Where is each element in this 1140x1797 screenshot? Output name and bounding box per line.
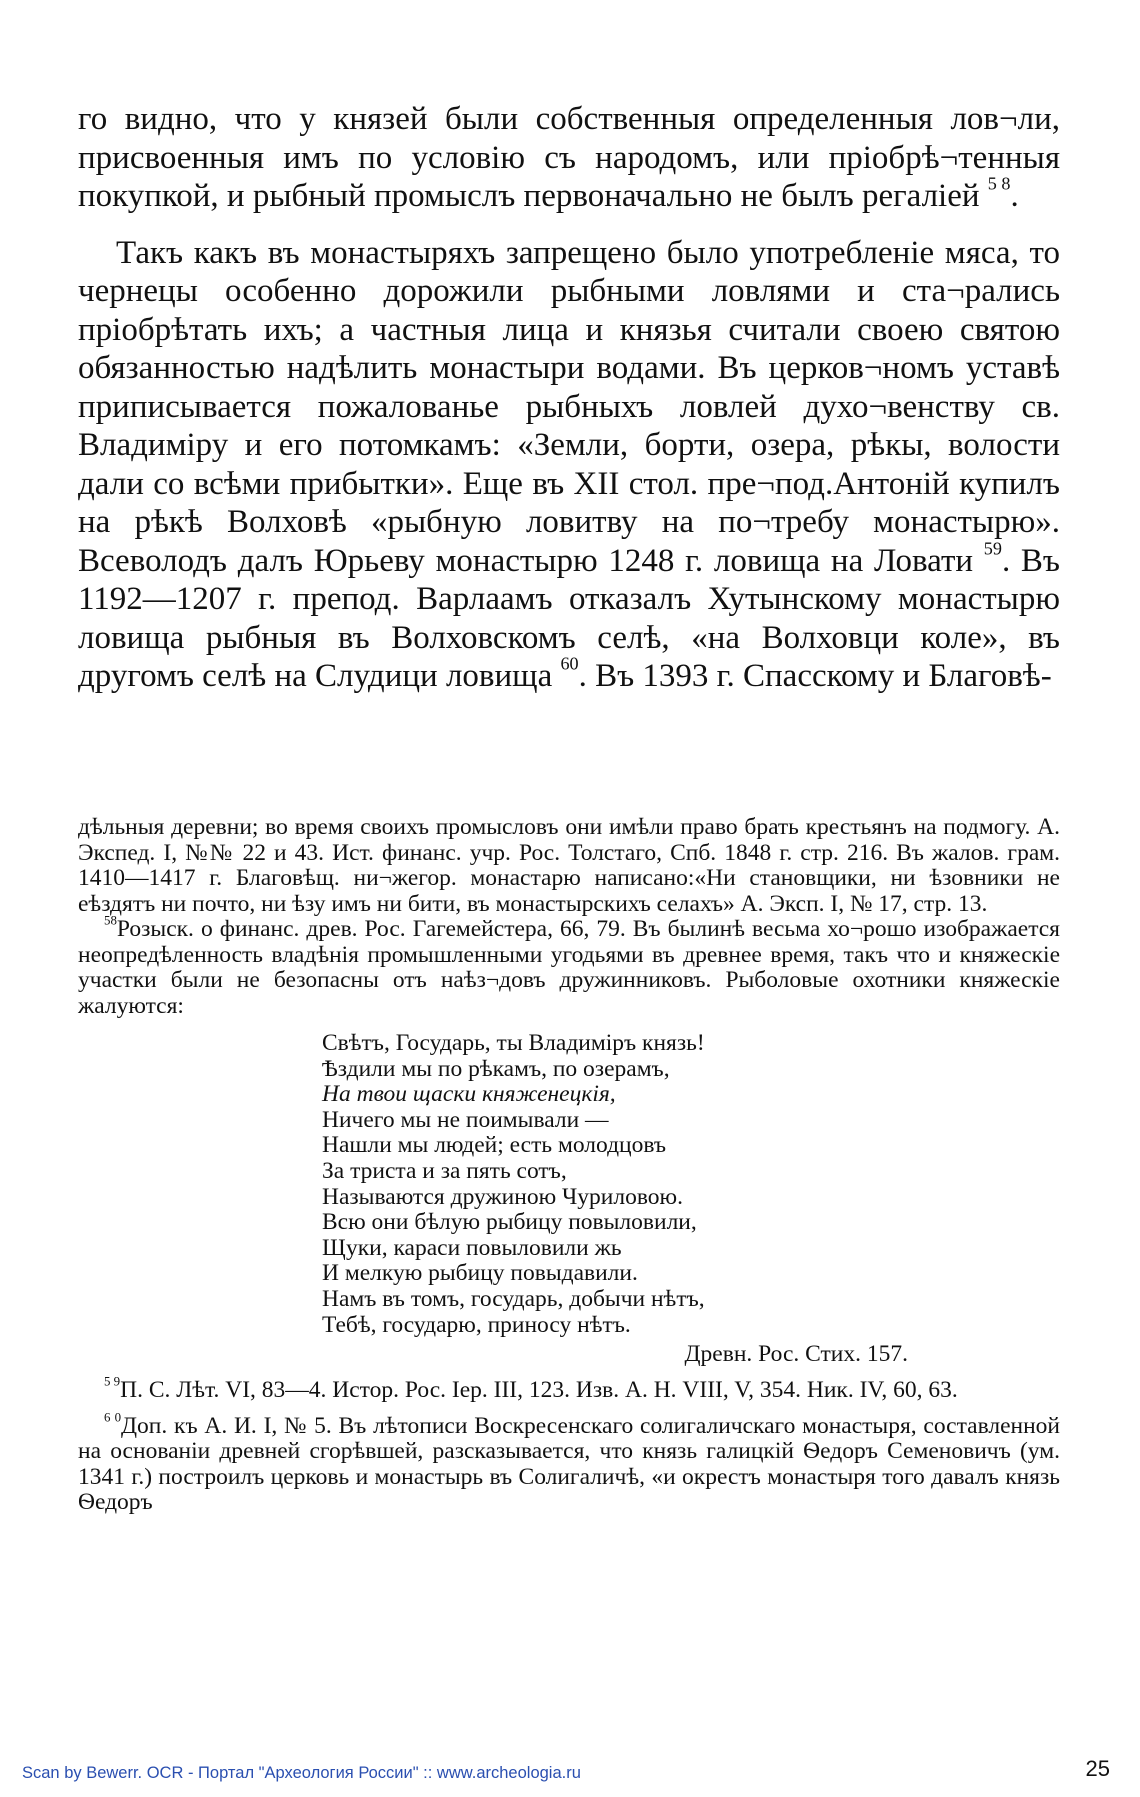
footnote-continuation: дѣльныя деревни; во время своихъ промысловъ они имѣли право брать крестьянъ на подмогу. А. Экспед. I, №№ 22 и 43. Ист. финанс. учр. Рос. Толстаго, Спб. 1848 г. стр. 216. Въ жалов. грам. 1410—1417 г. Благовѣщ. ни¬жегор. монастарю написано:«Ни становщики, ни ѣзовники не еѣздятъ ни почто, ни ѣзу имъ ни бити, въ монастырскихъ селахъ» А. Эксп. I, № 17, стр. 13. (78, 814, 1060, 917)
main-text (78, 100, 1060, 815)
poem-line: Свѣтъ, Государь, ты Владимiръ князь! (322, 1030, 705, 1056)
poem-line: Намъ въ томъ, государь, добычи нѣтъ, (322, 1285, 705, 1312)
scan-credit-link[interactable]: Scan by Bewerr. OCR - Портал "Археология России" :: www.archeologia.ru (22, 1764, 581, 1782)
paragraph-1: го видно, что у князей были собственныя определенныя лов¬ли, присвоенныя имъ по условiю съ народомъ, или прiобрѣ¬тенныя покупкой, и рыбный промыслъ первоначально не былъ регалiей $^{5 8}$. (78, 101, 1060, 214)
poem-source: Древн. Рос. Стих. 157. (684, 1341, 908, 1368)
poem-line: На твои щаски княженецкiя, (322, 1081, 616, 1108)
poem-line: За триста и за пять сотъ, (322, 1157, 567, 1184)
paragraph-2: Такъ какъ въ монастыряхъ запрещено было употребленiе мяса, то чернецы особенно дорожили рыбными ловлями и ста¬рались прiобрѣтать ихъ; а частныя лица и князья считали своею святою обязанностью надѣлить монастыри водами. Въ церков¬номъ уставѣ приписывается пожалованье рыбныхъ ловлей духо¬венству св. Владимiру и его потомкамъ: «Земли, борти, озера, рѣкы, волости дали со всѣми прибытки». Еще въ XII стол. пре¬под.Антонiй купилъ на рѣкѣ Волховѣ «рыбную ловитву на по¬требу монастырю». Всеволодъ далъ Юрьеву монастырю 1248 г. ловища на Ловати $^{59}$. Въ 1192—1207 г. препод. Варлаамъ отказалъ Хутынскому монастырю ловища рыбныя въ Волховскомъ селѣ, «на Волховци коле», въ другомъ селѣ на Слудици ловища $^{60}$. Въ 1393 г. Спасскому и Благовѣ- (78, 234, 1061, 694)
footnote-58: $^{58}$Розыск. о финанс. древ. Рос. Гагемейстера, 66, 79. Въ былинѣ весьма хо¬рошо изображается неопредѣленность владѣнiя промышленными угодьями въ древнее время, такъ что и княжескiе участки были не безопасны отъ наѣз¬довъ дружинниковъ. Рыболовые охотники княжескiе жалуются: (78, 912, 1060, 1019)
page-body (78, 100, 1060, 1516)
poem-line: Всю они бѣлую рыбицу повыловили, (322, 1209, 697, 1236)
poem-line: Ѣздили мы по рѣкамъ, по озерамъ, (322, 1055, 670, 1082)
poem-line: Называются дружиною Чуриловою. (322, 1183, 683, 1210)
poem-line: Щуки, караси повыловили жь (322, 1234, 622, 1261)
footnote-59: $^{5 9}$П. С. Лѣт. VI, 83—4. Истор. Рос. Iер. III, 123. Изв. А. Н. VIII, V, 354. Ник. IV, 60, 63. (104, 1373, 958, 1404)
poem-line: Ничего мы не поимывали — (322, 1106, 609, 1133)
footnote-ref-59[interactable]: 59 (983, 538, 1002, 559)
page-number: 25 (1085, 1756, 1110, 1781)
footnote-ref-60[interactable]: 60 (560, 653, 579, 674)
poem-line: Нашли мы людей; есть молодцовъ (322, 1132, 667, 1159)
poem-quote (322, 1031, 1060, 1338)
footnote-ref-58[interactable]: 5 8 (987, 173, 1011, 194)
footnote-60: $^{6 0}$Доп. къ А. И. I, № 5. Въ лѣтописи Воскресенскаго солигаличскаго монастыря, составленной на основанiи древней сгорѣвшей, разсказывается, что князь галицкiй Ѳедоръ Семеновичъ (ум. 1341 г.) построилъ церковь и монастырь въ Солигаличѣ, «и окрестъ монастыря того давалъ князь Ѳедоръ (78, 1409, 1060, 1516)
poem-line: Тебѣ, государю, приносу нѣтъ. (322, 1311, 631, 1338)
poem-line: И мелкую рыбицу повыдавили. (322, 1260, 638, 1287)
footnotes (78, 815, 1060, 1516)
